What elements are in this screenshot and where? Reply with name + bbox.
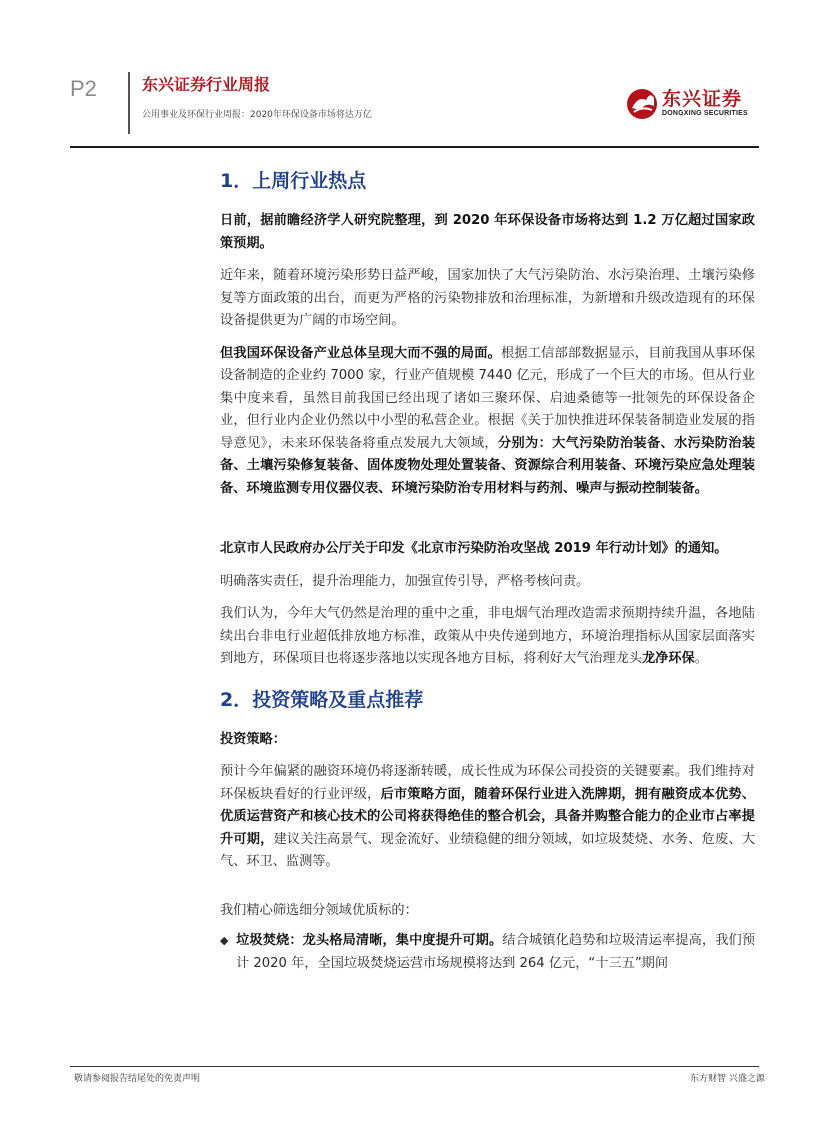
footer-slogan: 东方财智 兴盛之源: [690, 1074, 765, 1084]
report-body: [220, 166, 755, 975]
paragraph-our-view: 我们认为，今年大气仍然是治理的重中之重，非电烟气治理改造需求预期持续升温，各地陆续出台非电行业超低排放地方标准，政策从中央传递到地方，环境治理指标从国家层面落实到地方，环保项目也将逐步落地以实现各地方目标，将利好大气治理龙头龙净环保。: [220, 606, 755, 666]
footer-rule: [70, 1066, 759, 1067]
strategy-label: 投资策略：: [220, 731, 286, 747]
section1-heading: 1．上周行业热点: [220, 170, 367, 192]
paragraph-background: 近年来，随着环境污染形势日益严峻，国家加快了大气污染防治、水污染治理、土壤污染修复等方面政策的出台，而更为严格的污染物排放和治理标准，为新增和升级改造现有的环保设备提供更为广阔的市场空间。: [220, 268, 755, 328]
news-headline: 日前，据前瞻经济学人研究院整理，到 2020 年环保设备市场将达到 1.2 万亿超过国家政策预期。: [220, 213, 755, 251]
paragraph-strategy: 预计今年偏紧的融资环境仍将逐渐转暖，成长性成为环保公司投资的关键要素。我们维持对环保板块看好的行业评级，后市策略方面，随着环保行业进入洗牌期，拥有融资成本优势、优质运营资产和核心技术的公司将获得绝佳的整合机会，具备并购整合能力的企业市占率提升可期，建议关注高景气、现金流好、业绩稳健的细分领域，如垃圾焚烧、水务、危废、大气、环卫、监测等。: [220, 764, 756, 869]
header-divider: [128, 72, 130, 134]
logo-text-en: DONGXING SECURITIES: [662, 110, 748, 117]
paragraph-industry-status: 但我国环保设备产业总体呈现大而不强的局面。根据工信部部数据显示，目前我国从事环保设备制造的企业约 7000 家，行业产值规模 7440 亿元，形成了一个巨大的市场。但从行业集中度来看，虽然目前我国已经出现了诸如三聚环保、启迪桑德等一批领先的环保设备企业，但行业内企业仍然以中小型的私营企业。根据《关于加快推进环保装备制造业发展的指导意见》，未来环保装备将重点发展九大领域，分别为：大气污染防治装备、水污染防治装备、土壤污染修复装备、固体废物处理处置装备、资源综合利用装备、环境污染应急处理装备、环境监测专用仪器仪表、环境污染防治专用材料与药剂、噪声与振动控制装备。: [220, 345, 756, 496]
paragraph-notice-summary: 明确落实责任，提升治理能力，加强宣传引导，严格考核问责。: [220, 573, 590, 589]
report-subtitle: 公用事业及环保行业周报：2020年环保设备市场将达万亿: [142, 110, 372, 120]
paragraph-picks-intro: 我们精心筛选细分领域优质标的：: [220, 902, 418, 918]
logo-text-cn: 东兴证券: [662, 88, 743, 110]
bullet-waste-incineration: ◆ 垃圾焚烧：龙头格局清晰，集中度提升可期。结合城镇化趋势和垃圾清运率提高，我们预计 2020 年，全国垃圾焚烧运营市场规模将达到 264 亿元，“十三五”期间: [220, 930, 755, 975]
report-title: 东兴证券行业周报: [142, 75, 271, 94]
header-rule: [70, 146, 759, 148]
page-number: P2: [70, 76, 97, 101]
footer-disclaimer: 敬请参阅报告结尾处的免责声明: [74, 1074, 201, 1084]
diamond-bullet-icon: ◆: [220, 934, 229, 947]
beijing-notice-headline: 北京市人民政府办公厅关于印发《北京市污染防治攻坚战 2019 年行动计划》的通知。: [220, 541, 728, 556]
section2-heading: 2．投资策略及重点推荐: [220, 688, 424, 711]
